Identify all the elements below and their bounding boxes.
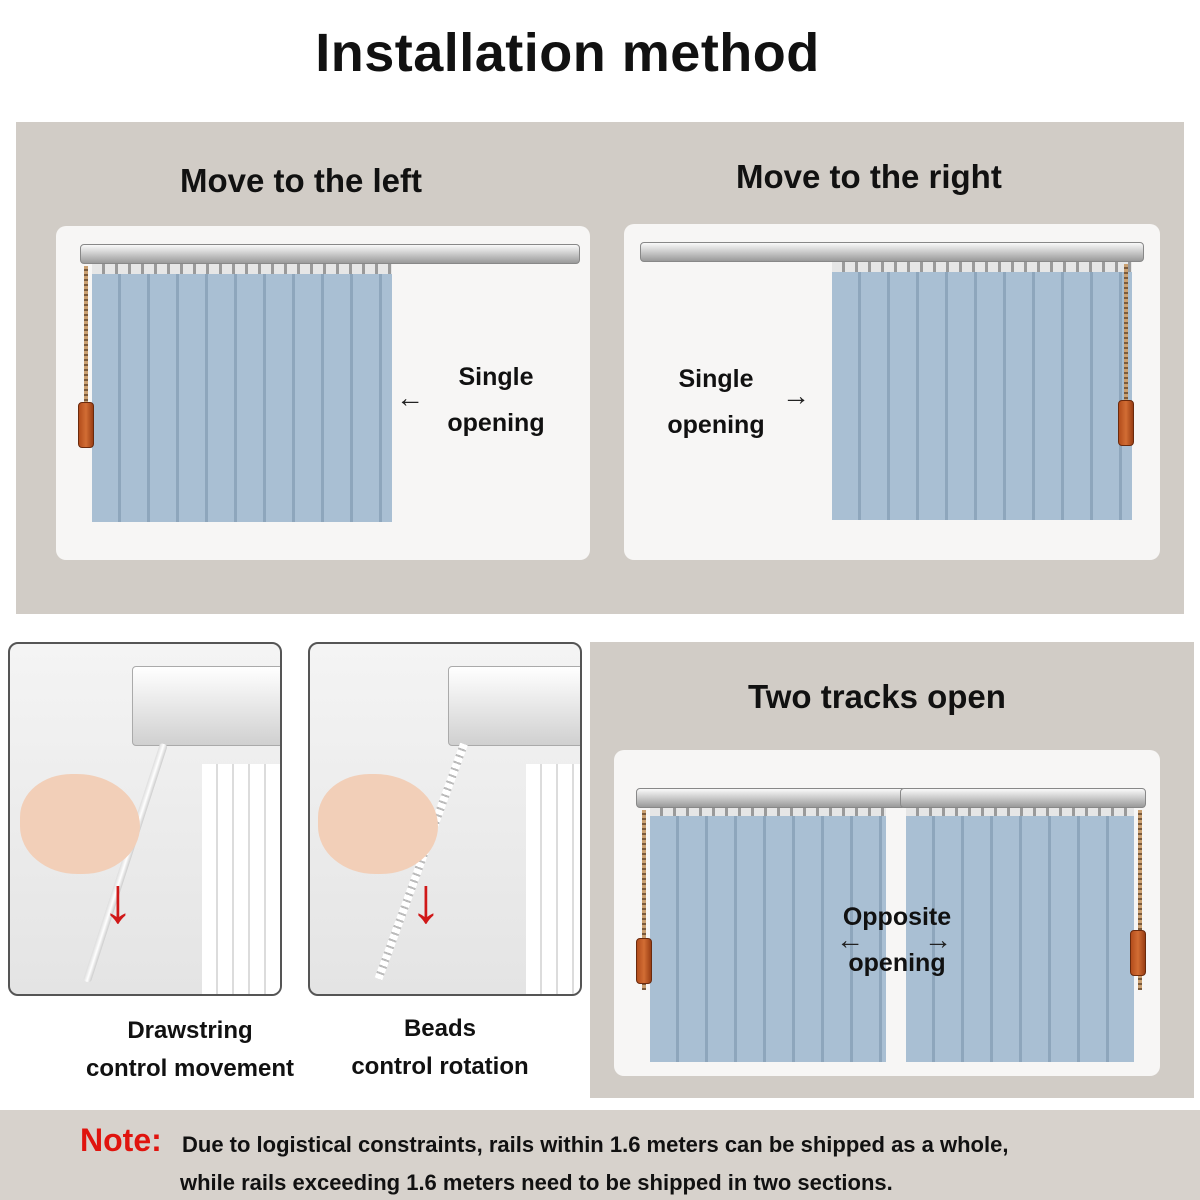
arrow-left-icon: ← [396, 382, 424, 413]
hand [20, 774, 140, 874]
caption-line-1: Beads [403, 1015, 477, 1042]
beads-caption [330, 1010, 550, 1086]
blind-background [202, 764, 282, 996]
two-tracks-title: Two tracks open [748, 678, 1006, 715]
label-line-2: opening [848, 949, 946, 977]
arrow-left-icon: ← [836, 924, 864, 955]
label-line-1: Opposite [842, 903, 952, 931]
caption-line-2: control movement [85, 1055, 295, 1082]
move-right-title: Move to the right [736, 158, 1002, 195]
move-left-title: Move to the left [180, 162, 423, 199]
drawstring-caption [70, 1012, 310, 1088]
caption-line-1: Drawstring [127, 1017, 253, 1044]
track-rail-right [900, 788, 1146, 808]
blind-slats [832, 272, 1132, 520]
beads-photo [308, 642, 582, 996]
label-line-2: opening [667, 411, 765, 439]
pull-weight-left [636, 938, 652, 984]
opposite-opening-label [832, 894, 962, 986]
note-line-2: while rails exceeding 1.6 meters need to be shipped in two sections. [180, 1170, 893, 1195]
arrow-right-icon: → [924, 924, 952, 955]
page-title: Installation method [315, 23, 820, 83]
headrail [132, 666, 282, 746]
track-rail [80, 244, 580, 264]
move-right-card [624, 224, 1160, 560]
track-rail-left [636, 788, 906, 808]
down-arrow-icon: ↓ [102, 864, 134, 936]
track-carriers [832, 262, 1132, 272]
two-tracks-card [614, 750, 1160, 1076]
headrail [448, 666, 582, 746]
label-line-2: opening [447, 409, 545, 437]
label-line-1: Single [678, 365, 754, 393]
single-opening-label [436, 354, 556, 446]
blind-background [526, 764, 582, 996]
pull-weight [78, 402, 94, 448]
single-opening-label [654, 356, 778, 448]
track-carriers [92, 264, 392, 274]
pull-weight [1118, 400, 1134, 446]
note-label: Note: [80, 1122, 162, 1158]
track-rail [640, 242, 1144, 262]
pull-weight-right [1130, 930, 1146, 976]
caption-line-2: control rotation [351, 1053, 529, 1080]
move-left-card [56, 226, 590, 560]
note-line-1: Due to logistical constraints, rails within 1.6 meters can be shipped as a whole, [182, 1132, 1009, 1157]
label-line-1: Single [458, 363, 534, 391]
down-arrow-icon: ↓ [410, 864, 442, 936]
drawstring-photo [8, 642, 282, 996]
arrow-right-icon: → [782, 380, 810, 411]
blind-slats [92, 274, 392, 522]
hand [318, 774, 438, 874]
